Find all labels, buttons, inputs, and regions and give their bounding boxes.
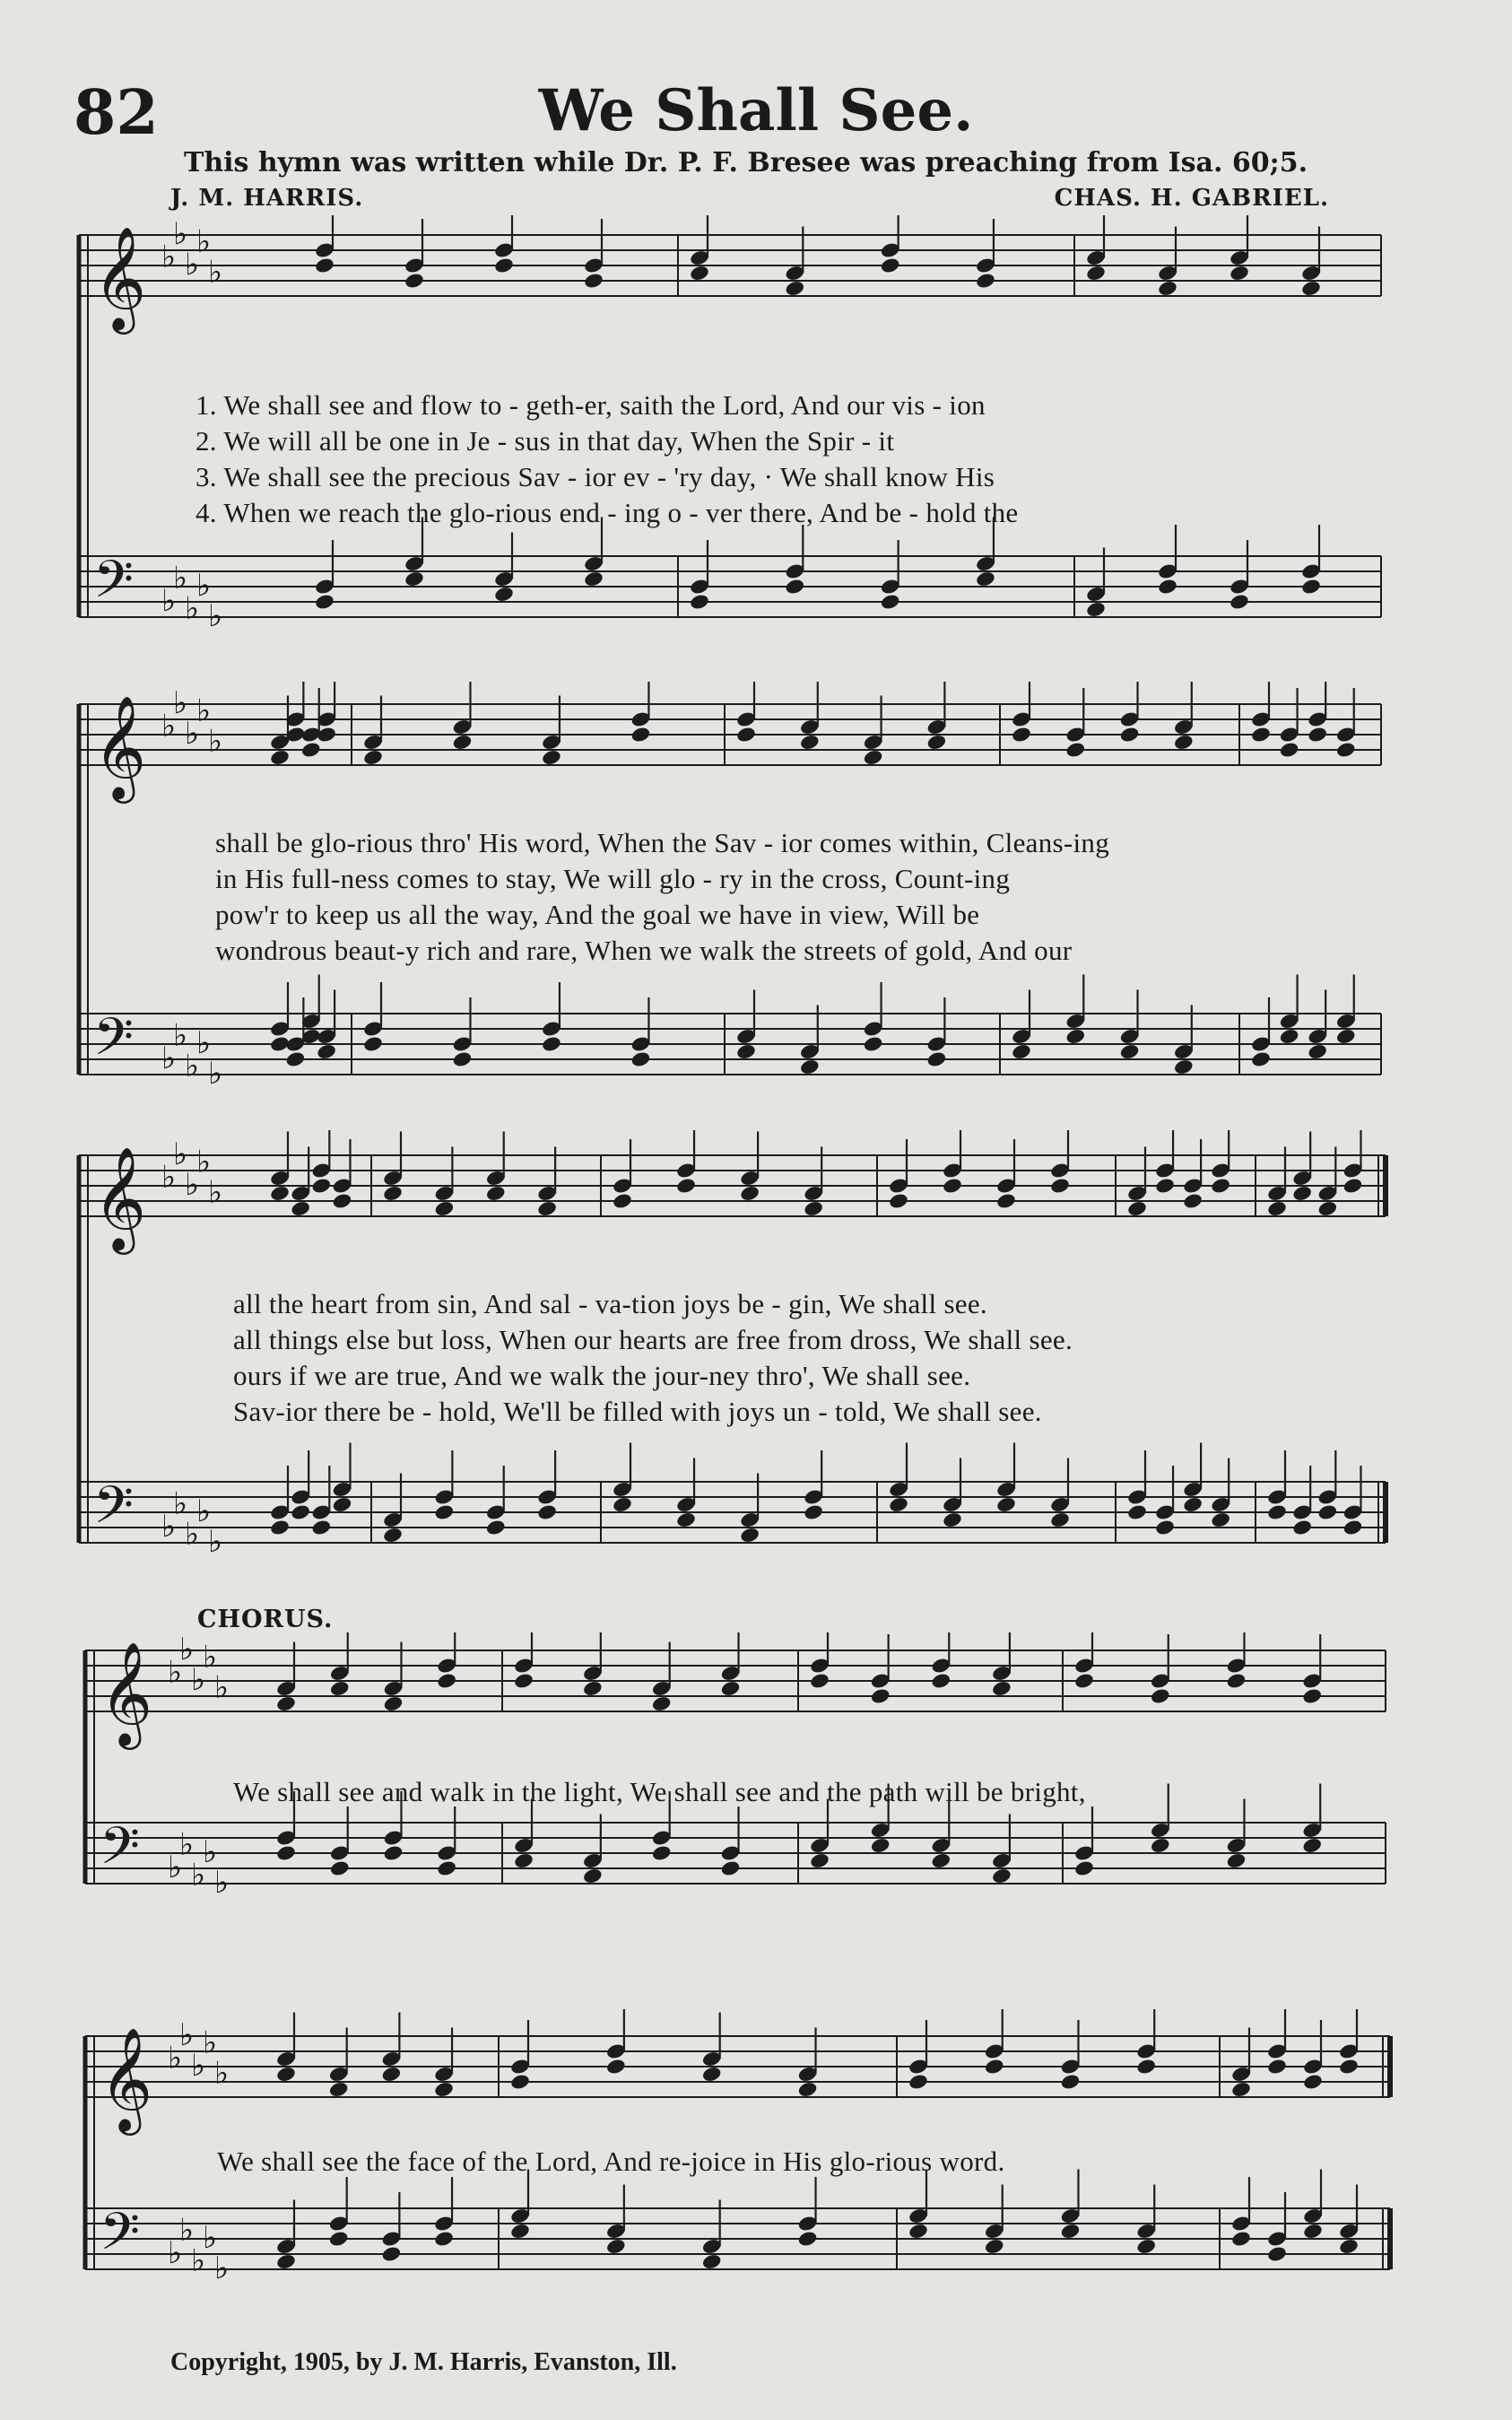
flat-icon: ♭: [161, 583, 177, 619]
treble-clef-icon: 𝄞: [100, 1641, 153, 1745]
bass-clef-icon: 𝄢: [100, 2201, 141, 2275]
flat-icon: ♭: [203, 1639, 218, 1676]
verse-1-line-2: shall be glo-rious thro' His word, When the Sav - ior comes within, Cleans-ing: [215, 827, 1110, 858]
verse-2-line-2: in His full-ness comes to stay, We will glo - ry in the cross, Count-ing: [215, 863, 1011, 894]
verse-4-line-2: wondrous beaut-y rich and rare, When we walk the streets of gold, And our: [215, 935, 1073, 966]
author-credit: J. M. HARRIS.: [170, 185, 364, 212]
verse-2-line-3: all things else but loss, When our hearts are free from dross, We shall see.: [233, 1324, 1073, 1355]
flat-icon: ♭: [185, 590, 200, 627]
flat-icon: ♭: [161, 1159, 177, 1196]
flat-icon: ♭: [161, 239, 177, 275]
hymn-note: This hymn was written while Dr. P. F. Bresee was preaching from Isa. 60;5.: [184, 147, 1308, 178]
flat-icon: ♭: [185, 1516, 200, 1553]
flat-icon: ♭: [173, 216, 188, 252]
flat-icon: ♭: [173, 560, 188, 596]
flat-icon: ♭: [179, 2212, 195, 2249]
flat-icon: ♭: [191, 2242, 206, 2279]
flat-icon: ♭: [179, 2017, 195, 2053]
flat-icon: ♭: [168, 1654, 183, 1691]
hymn-title: We Shall See.: [538, 77, 974, 144]
flat-icon: ♭: [179, 1826, 195, 1863]
flat-icon: ♭: [173, 1136, 188, 1172]
flat-icon: ♭: [185, 1048, 200, 1084]
verse-3-line-1: 3. We shall see the precious Sav - ior ev - 'ry day, · We shall know His: [196, 461, 995, 492]
chorus-label: CHORUS.: [197, 1606, 334, 1633]
verse-1-line-3: all the heart from sin, And sal - va-tion joys be - gin, We shall see.: [233, 1288, 987, 1319]
flat-icon: ♭: [196, 1144, 212, 1180]
flat-icon: ♭: [185, 716, 200, 752]
flat-icon: ♭: [196, 568, 212, 604]
flat-icon: ♭: [173, 685, 188, 721]
page-number: 82: [74, 77, 159, 149]
flat-icon: ♭: [214, 1865, 230, 1901]
flat-icon: ♭: [191, 1857, 206, 1893]
verse-3-line-2: pow'r to keep us all the way, And the goal we have in view, Will be: [215, 899, 980, 930]
flat-icon: ♭: [214, 1669, 230, 1706]
treble-clef-icon: 𝄞: [93, 694, 147, 799]
flat-icon: ♭: [173, 1485, 188, 1522]
flat-icon: ♭: [168, 2040, 183, 2076]
flat-icon: ♭: [196, 1493, 212, 1529]
flat-icon: ♭: [179, 1632, 195, 1667]
flat-icon: ♭: [208, 1056, 223, 1092]
flat-icon: ♭: [161, 1509, 177, 1545]
flat-icon: ♭: [168, 1850, 183, 1885]
chorus-line-1: We shall see and walk in the light, We shall see and the path will be bright,: [233, 1776, 1086, 1807]
flat-icon: ♭: [161, 708, 177, 744]
verse-4-line-3: Sav-ior there be - hold, We'll be filled with joys un - told, We shall see.: [233, 1396, 1042, 1427]
treble-clef-icon: 𝄞: [93, 1145, 147, 1250]
verse-4-line-1: 4. When we reach the glo-rious end - ing o - ver there, And be - hold the: [196, 497, 1019, 528]
flat-icon: ♭: [185, 247, 200, 283]
flat-icon: ♭: [191, 2048, 206, 2084]
chorus-line-2: We shall see the face of the Lord, And re-joice in His glo-rious word.: [217, 2146, 1005, 2177]
flat-icon: ♭: [208, 1174, 223, 1211]
treble-clef-icon: 𝄞: [93, 225, 147, 330]
flat-icon: ♭: [203, 1834, 218, 1870]
flat-icon: ♭: [196, 1025, 212, 1061]
flat-icon: ♭: [214, 2055, 230, 2092]
verse-2-line-1: 2. We will all be one in Je - sus in that day, When the Spir - it: [196, 425, 895, 457]
bass-clef-icon: 𝄢: [93, 1006, 135, 1080]
verse-1-line-1: 1. We shall see and flow to - geth-er, saith the Lord, And our vis - ion: [196, 389, 986, 421]
flat-icon: ♭: [173, 1017, 188, 1054]
verse-3-line-3: ours if we are true, And we walk the jour-ney thro', We shall see.: [233, 1360, 971, 1391]
flat-icon: ♭: [208, 598, 223, 634]
flat-icon: ♭: [196, 223, 212, 260]
flat-icon: ♭: [196, 692, 212, 729]
flat-icon: ♭: [208, 723, 223, 760]
flat-icon: ♭: [161, 1040, 177, 1076]
bass-clef-icon: 𝄢: [93, 1475, 135, 1548]
flat-icon: ♭: [208, 254, 223, 291]
flat-icon: ♭: [203, 2220, 218, 2256]
flat-icon: ♭: [203, 2024, 218, 2061]
treble-clef-icon: 𝄞: [100, 2026, 153, 2131]
bass-clef-icon: 𝄢: [100, 1815, 141, 1889]
bass-clef-icon: 𝄢: [93, 549, 135, 622]
composer-credit: CHAS. H. GABRIEL.: [1054, 185, 1329, 212]
flat-icon: ♭: [191, 1662, 206, 1698]
music-system-chorus-2: [0, 2009, 1512, 2350]
flat-icon: ♭: [168, 2235, 183, 2271]
flat-icon: ♭: [214, 2250, 230, 2286]
copyright-line: Copyright, 1905, by J. M. Harris, Evanston, Ill.: [170, 2348, 677, 2376]
flat-icon: ♭: [185, 1167, 200, 1203]
flat-icon: ♭: [208, 1524, 223, 1560]
music-system-1: [0, 215, 1512, 700]
